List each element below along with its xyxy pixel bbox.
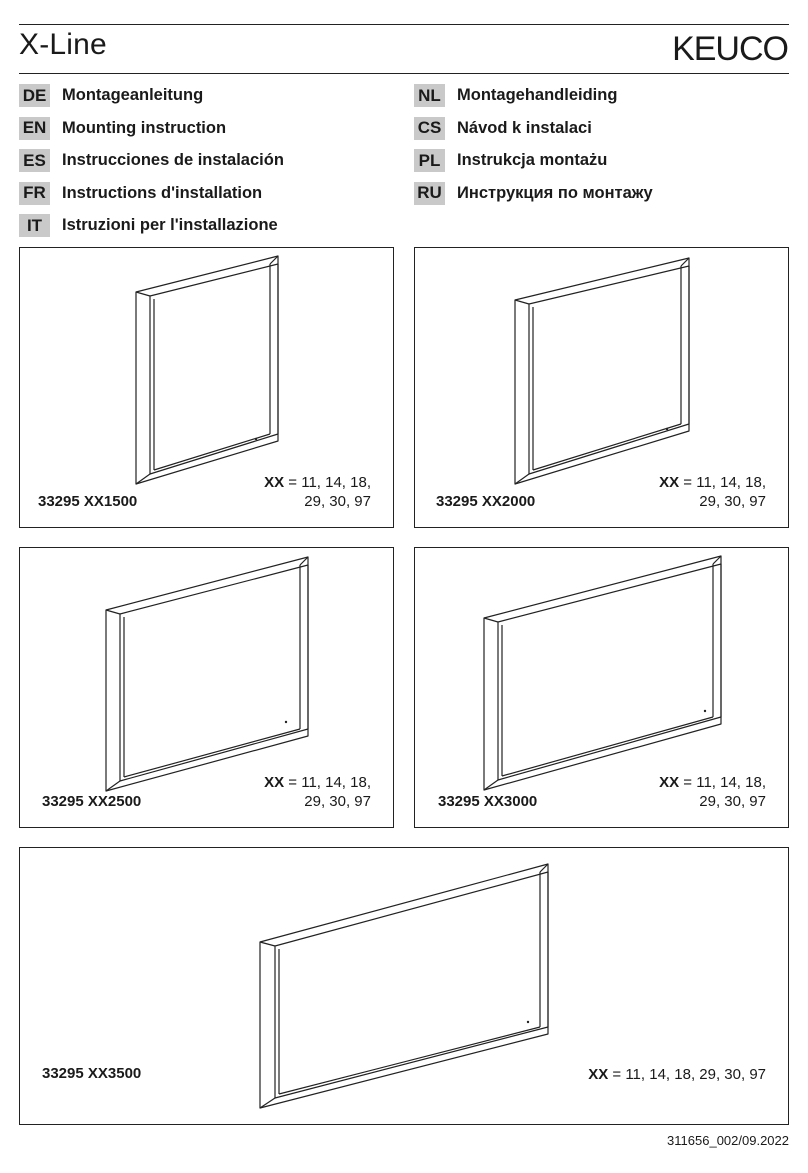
article-number: 33295 XX2500 (42, 793, 142, 810)
language-row-nl (414, 84, 653, 107)
language-code-badge: DE (19, 84, 50, 107)
product-title: X-Line (19, 28, 107, 61)
language-code-badge: RU (414, 182, 445, 205)
language-row-fr (19, 182, 284, 205)
language-row-pl (414, 149, 653, 172)
variant-label: XX (588, 1066, 609, 1083)
brand-logo: KEUCO (672, 30, 788, 68)
variant-codes-line1: = 11, 14, 18, (284, 474, 371, 491)
variant-codes-line2: 29, 30, 97 (304, 793, 371, 810)
language-code-badge: PL (414, 149, 445, 172)
language-row-ru (414, 182, 653, 205)
language-title: Mounting instruction (62, 118, 227, 137)
variant-codes-line2: 29, 30, 97 (304, 493, 371, 510)
top-rule (19, 24, 789, 25)
variant-codes-line1: = 11, 14, 18, 29, 30, 97 (608, 1066, 766, 1083)
article-number: 33295 XX3500 (42, 1065, 142, 1082)
variant-codes-line1: = 11, 14, 18, (679, 474, 766, 491)
language-title: Montagehandleiding (457, 86, 618, 104)
language-code-badge: IT (19, 214, 50, 237)
article-number: 33295 XX3000 (438, 793, 538, 810)
language-code-badge: FR (19, 182, 50, 205)
header-rule (19, 73, 789, 74)
language-row-en (19, 117, 284, 140)
article-number: 33295 XX1500 (38, 493, 138, 510)
language-list-right (414, 84, 653, 214)
product-panel-2500 (19, 547, 394, 828)
product-panel-1500 (19, 247, 394, 528)
language-row-cs (414, 117, 653, 140)
language-code-badge: EN (19, 117, 50, 140)
language-code-badge: ES (19, 149, 50, 172)
product-panel-2000 (414, 247, 789, 528)
variant-codes (264, 473, 371, 511)
language-title: Instrukcja montażu (457, 151, 608, 169)
product-panel-3000 (414, 547, 789, 828)
variant-label: XX (264, 474, 285, 491)
variant-codes (659, 773, 766, 811)
language-row-it (19, 214, 284, 237)
language-code-badge: NL (414, 84, 445, 107)
variant-codes (588, 1065, 766, 1084)
language-title: Instructions d'installation (62, 183, 263, 202)
variant-codes (264, 773, 371, 811)
mirror-cabinet-illustration (20, 848, 790, 1126)
language-row-es (19, 149, 284, 172)
article-number: 33295 XX2000 (436, 493, 536, 510)
product-panel-3500 (19, 847, 789, 1125)
variant-codes-line2: 29, 30, 97 (699, 793, 766, 810)
variant-label: XX (659, 474, 680, 491)
variant-codes-line2: 29, 30, 97 (699, 493, 766, 510)
variant-codes (659, 473, 766, 511)
language-row-de (19, 84, 284, 107)
variant-label: XX (659, 774, 680, 791)
language-code-badge: CS (414, 117, 445, 140)
language-title: Montageanleitung (62, 86, 204, 104)
language-title: Instrucciones de instalación (62, 151, 284, 169)
language-list-left (19, 84, 284, 247)
language-title: Návod k instalaci (457, 118, 592, 137)
language-title: Инструкция по монтажу (457, 183, 653, 202)
variant-codes-line1: = 11, 14, 18, (679, 774, 766, 791)
document-number: 311656_002/09.2022 (667, 1133, 789, 1148)
language-title: Istruzioni per l'installazione (62, 216, 278, 234)
variant-label: XX (264, 774, 285, 791)
variant-codes-line1: = 11, 14, 18, (284, 774, 371, 791)
